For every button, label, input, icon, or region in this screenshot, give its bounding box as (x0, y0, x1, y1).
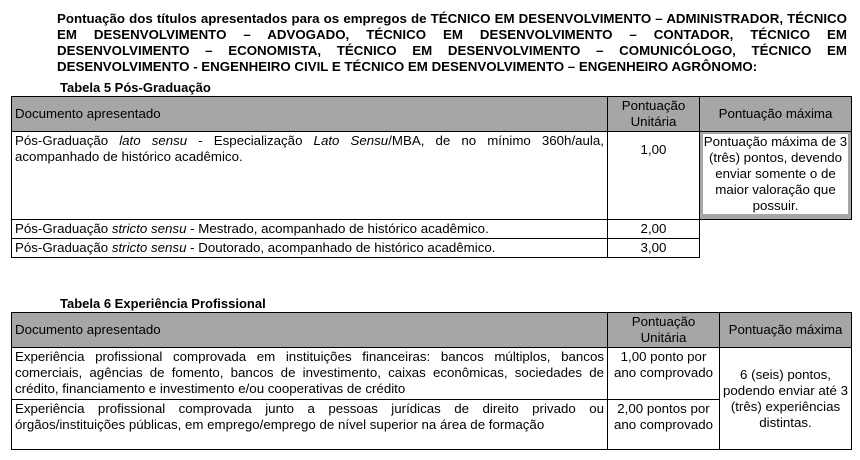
table-row (12, 239, 852, 258)
table6-header-doc: Documento apresentado (12, 313, 608, 348)
table6-header-max: Pontuação máxima (720, 313, 852, 348)
table6-caption: Tabela 6 Experiência Profissional (60, 296, 266, 311)
table5-caption: Tabela 5 Pós-Graduação (60, 80, 211, 95)
table6-header-row (12, 313, 852, 348)
table6-row1-unit: 1,00 ponto por ano comprovado (608, 348, 720, 400)
table6-max-text: 6 (seis) pontos, podendo enviar até 3 (três) experiências distintas. (720, 348, 852, 450)
table5-row1-unit: 1,00 (608, 132, 700, 220)
table5-row2-unit: 2,00 (608, 220, 700, 239)
table5-max-cell (700, 132, 852, 220)
table-row (12, 220, 852, 239)
table5-row3-unit: 3,00 (608, 239, 700, 258)
table-row (12, 132, 852, 220)
table6-row2-unit: 2,00 pontos por ano comprovado (608, 400, 720, 450)
table5-header-max: Pontuação máxima (700, 97, 852, 132)
table5-header-unit: Pontuação Unitária (608, 97, 700, 132)
table5-row1-doc: Pós-Graduação lato sensu - Especialização Lato Sensu/MBA, de no mínimo 360h/aula, acompanhado de histórico acadêmico. (12, 132, 608, 220)
table5-pos-graduacao (11, 96, 852, 258)
table5-row3-doc: Pós-Graduação stricto sensu - Doutorado, acompanhado de histórico acadêmico. (12, 239, 608, 258)
table-row (12, 348, 852, 400)
table5-row2-doc: Pós-Graduação stricto sensu - Mestrado, acompanhado de histórico acadêmico. (12, 220, 608, 239)
table6-row2-doc: Experiência profissional comprovada junto a pessoas jurídicas de direito privado ou órgãos/instituições públicas, em emprego/emprego de nível superior na área de formação (12, 400, 608, 450)
table6-row1-doc: Experiência profissional comprovada em instituições financeiras: bancos múltiplos, bancos comerciais, agências de fomento, bancos de investimento, caixas econômicas, sociedades de crédito, financiamento e investimento e/ou cooperativas de crédito (12, 348, 608, 400)
table5-max-text: Pontuação máxima de 3 (três) pontos, devendo enviar somente o de maior valoração que possuir. (703, 134, 848, 213)
table6-experiencia (11, 312, 852, 450)
table5-header-doc: Documento apresentado (12, 97, 608, 132)
intro-paragraph: Pontuação dos títulos apresentados para os empregos de TÉCNICO EM DESENVOLVIMENTO – ADMINISTRADOR, TÉCNICO EM DESENVOLVIMENTO – ADVOGADO, TÉCNICO EM DESENVOLVIMENTO – CONTADOR, TÉCNICO EM DESENVOLVIMENTO – ECONOMISTA, TÉCNICO EM DESENVOLVIMENTO – COMUNICÓLOGO, TÉCNICO EM DESENVOLVIMENTO - ENGENHEIRO CIVIL E TÉCNICO EM DESENVOLVIMENTO – ENGENHEIRO AGRÔNOMO: (57, 11, 847, 74)
table5-header-row (12, 97, 852, 132)
table6-header-unit: Pontuação Unitária (608, 313, 720, 348)
